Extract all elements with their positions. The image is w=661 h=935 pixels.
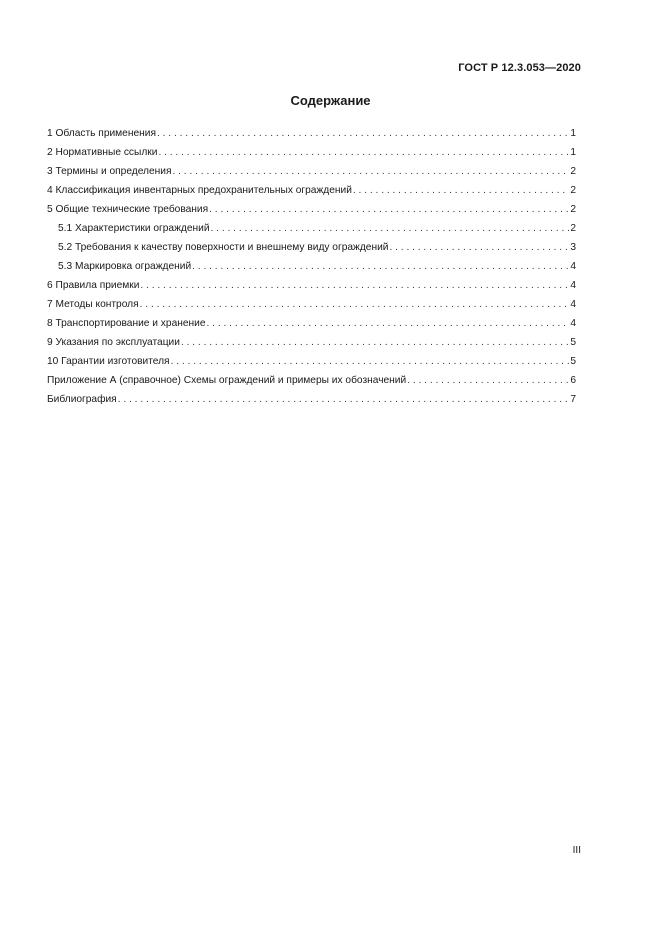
toc-entry-label: 5 Общие технические требования [47, 204, 209, 215]
toc-entry[interactable] [47, 314, 576, 333]
toc-entry-label: 8 Транспортирование и хранение [47, 318, 206, 329]
table-of-contents [47, 124, 576, 409]
toc-entry-page: 6 [570, 375, 576, 386]
toc-entry[interactable] [47, 124, 576, 143]
toc-entry-page: 4 [570, 318, 576, 329]
toc-entry[interactable] [47, 352, 576, 371]
page-number: III [572, 845, 581, 856]
toc-dot-leader [140, 295, 570, 314]
document-code: ГОСТ Р 12.3.053—2020 [458, 62, 581, 74]
toc-entry-label: 10 Гарантии изготовителя [47, 356, 170, 367]
toc-entry-label: 9 Указания по эксплуатации [47, 337, 180, 348]
toc-entry-page: 2 [570, 166, 576, 177]
toc-entry-page: 4 [570, 261, 576, 272]
toc-dot-leader [181, 333, 569, 352]
toc-entry[interactable] [47, 333, 576, 352]
toc-entry-label: Приложение А (справочное) Схемы ограждений и примеры их обозначений [47, 375, 407, 386]
toc-entry-page: 2 [570, 223, 576, 234]
toc-entry-label: 7 Методы контроля [47, 299, 139, 310]
toc-dot-leader [140, 276, 569, 295]
toc-entry-page: 4 [570, 299, 576, 310]
toc-entry-page: 5 [570, 337, 576, 348]
toc-entry-page: 1 [570, 147, 576, 158]
toc-entry[interactable] [47, 295, 576, 314]
toc-entry-page: 5 [570, 356, 576, 367]
toc-entry[interactable] [47, 257, 576, 276]
toc-entry[interactable] [47, 219, 576, 238]
toc-entry-label: 1 Область применения [47, 128, 156, 139]
toc-entry-label: 5.1 Характеристики ограждений [58, 223, 210, 234]
toc-entry[interactable] [47, 371, 576, 390]
toc-dot-leader [171, 352, 570, 371]
toc-dot-leader [353, 181, 569, 200]
toc-entry-label: 4 Классификация инвентарных предохранительных ограждений [47, 185, 352, 196]
toc-entry-page: 1 [570, 128, 576, 139]
toc-entry[interactable] [47, 181, 576, 200]
toc-dot-leader [209, 200, 569, 219]
toc-entry[interactable] [47, 390, 576, 409]
toc-entry-page: 7 [570, 394, 576, 405]
toc-entry-page: 4 [570, 280, 576, 291]
toc-entry[interactable] [47, 238, 576, 257]
toc-entry[interactable] [47, 143, 576, 162]
toc-dot-leader [118, 390, 570, 409]
toc-dot-leader [172, 162, 569, 181]
toc-entry[interactable] [47, 276, 576, 295]
toc-entry-page: 3 [570, 242, 576, 253]
toc-dot-leader [407, 371, 569, 390]
toc-dot-leader [211, 219, 570, 238]
toc-dot-leader [389, 238, 569, 257]
toc-entry-label: 6 Правила приемки [47, 280, 140, 291]
toc-dot-leader [157, 124, 569, 143]
toc-dot-leader [207, 314, 570, 333]
toc-entry-label: Библиография [47, 394, 117, 405]
toc-entry-label: 5.2 Требования к качеству поверхности и внешнему виду ограждений [58, 242, 389, 253]
toc-dot-leader [192, 257, 569, 276]
toc-entry-page: 2 [570, 185, 576, 196]
toc-dot-leader [158, 143, 569, 162]
toc-entry-label: 5.3 Маркировка ограждений [58, 261, 192, 272]
toc-entry-label: 2 Нормативные ссылки [47, 147, 158, 158]
toc-entry[interactable] [47, 162, 576, 181]
toc-entry-page: 2 [570, 204, 576, 215]
toc-title: Содержание [290, 93, 371, 108]
toc-entry[interactable] [47, 200, 576, 219]
toc-entry-label: 3 Термины и определения [47, 166, 172, 177]
